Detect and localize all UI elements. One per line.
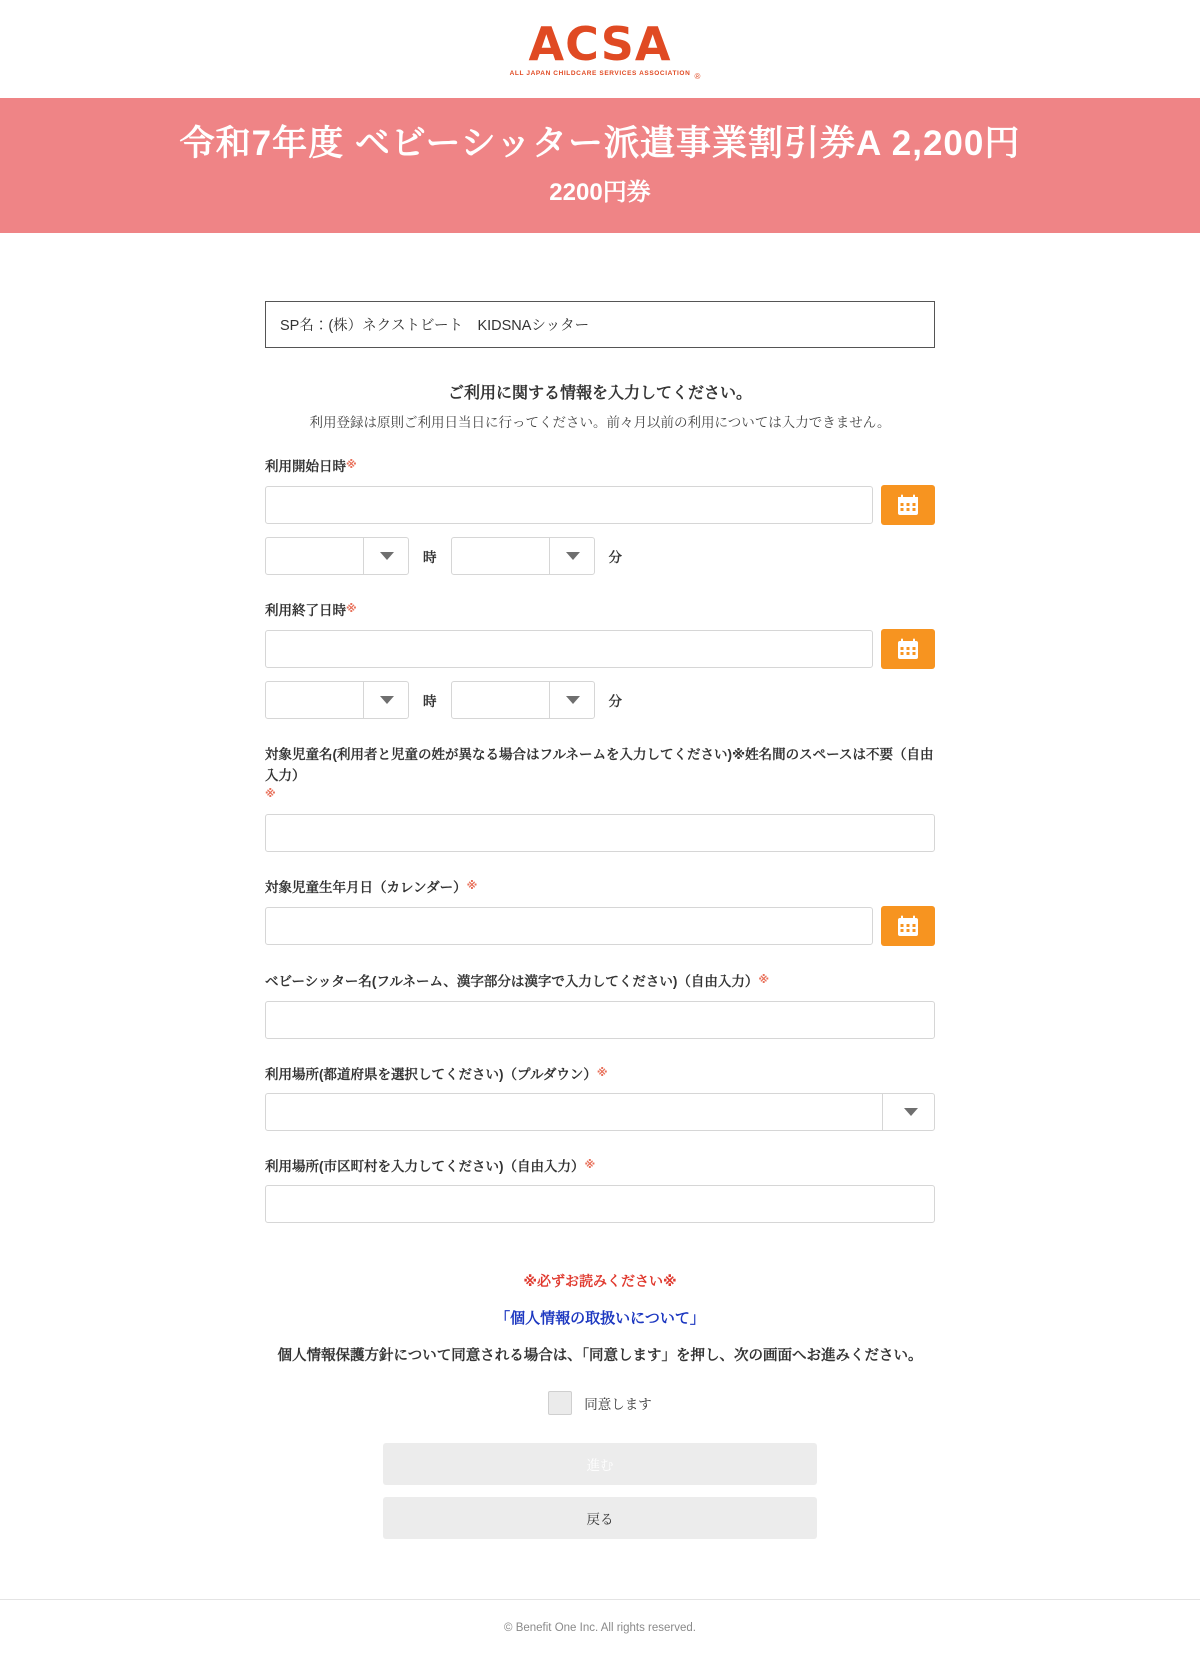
end-minute-unit: 分	[608, 694, 622, 710]
end-minute-select[interactable]	[451, 681, 595, 719]
select-divider	[363, 682, 364, 718]
label-start-datetime	[265, 457, 935, 477]
field-sitter-name	[265, 972, 935, 1038]
label-end-datetime-text: 利用終了日時	[265, 603, 346, 618]
select-divider	[363, 538, 364, 574]
intro-block	[265, 380, 935, 431]
registered-mark-icon: ®	[694, 72, 701, 82]
field-end-datetime	[265, 601, 935, 719]
field-start-datetime	[265, 457, 935, 575]
end-time-row	[265, 681, 935, 719]
page-subtitle: 2200円券	[549, 178, 651, 206]
copyright-text: © Benefit One Inc. All rights reserved.	[504, 1622, 696, 1634]
select-divider	[549, 538, 550, 574]
intro-title: ご利用に関する情報を入力してください。	[447, 384, 752, 402]
start-date-input[interactable]	[265, 486, 873, 524]
child-birthdate-calendar-button[interactable]	[881, 906, 935, 946]
page-banner	[0, 98, 1200, 233]
required-mark: ※	[346, 603, 357, 615]
page-title: 令和7年度 ベビーシッター派遣事業割引券A 2,200円	[179, 124, 1021, 163]
field-prefecture	[265, 1065, 935, 1131]
agree-checkbox-label: 同意します	[584, 1397, 652, 1412]
end-date-row	[265, 629, 935, 669]
start-date-row	[265, 485, 935, 525]
chevron-down-icon	[380, 696, 394, 704]
label-sitter-name	[265, 972, 935, 992]
chevron-down-icon	[380, 552, 394, 560]
label-start-datetime-text: 利用開始日時	[265, 458, 346, 474]
label-child-name	[265, 745, 935, 806]
chevron-down-icon	[566, 696, 580, 704]
child-birthdate-row	[265, 906, 935, 946]
back-button[interactable]: 戻る	[383, 1497, 817, 1539]
logo-mark: ACSA	[528, 16, 672, 71]
action-buttons	[265, 1443, 935, 1539]
calendar-icon	[896, 493, 920, 517]
sitter-name-input[interactable]	[265, 1001, 935, 1039]
start-minute-unit: 分	[608, 550, 622, 565]
required-mark: ※	[758, 974, 770, 987]
start-hour-select[interactable]	[265, 537, 409, 575]
calendar-icon	[896, 637, 920, 661]
label-city-text: 利用場所(市区町村を入力してください)（自由入力）	[265, 1158, 585, 1174]
privacy-block	[265, 1271, 935, 1415]
end-hour-unit: 時	[423, 694, 437, 710]
end-date-input[interactable]	[265, 630, 873, 668]
label-prefecture	[265, 1065, 935, 1085]
start-minute-select[interactable]	[451, 537, 595, 575]
label-child-name-text: 対象児童名(利用者と児童の姓が異なる場合はフルネームを入力してください)※姓名間のスペースは不要（自由入力）	[265, 747, 934, 783]
chevron-down-icon	[904, 1108, 918, 1116]
start-date-calendar-button[interactable]	[881, 485, 935, 525]
required-mark: ※	[265, 787, 276, 800]
chevron-down-icon	[566, 552, 580, 560]
end-hour-select[interactable]	[265, 681, 409, 719]
city-input[interactable]	[265, 1185, 935, 1223]
privacy-description: 個人情報保護方針について同意される場合は、「同意します」を押し、次の画面へお進みください。	[277, 1348, 923, 1364]
child-birthdate-input[interactable]	[265, 907, 873, 945]
label-child-birthdate-text: 対象児童生年月日（カレンダー）	[265, 880, 467, 895]
label-child-birthdate	[265, 878, 935, 898]
required-mark: ※	[346, 458, 357, 471]
field-city	[265, 1157, 935, 1223]
footer	[0, 1599, 1200, 1660]
label-sitter-name-text: ベビーシッター名(フルネーム、漢字部分は漢字で入力してください)（自由入力）	[265, 974, 759, 990]
prefecture-select[interactable]	[265, 1093, 935, 1131]
field-child-name	[265, 745, 935, 852]
start-hour-unit: 時	[423, 550, 437, 565]
select-divider	[549, 682, 550, 718]
label-prefecture-text: 利用場所(都道府県を選択してください)（プルダウン）	[265, 1066, 597, 1082]
logo-area	[0, 0, 1200, 98]
next-button[interactable]: 進む	[383, 1443, 817, 1485]
sp-name-box: SP名：(株）ネクストビート KIDSNAシッター	[265, 301, 935, 348]
child-name-input[interactable]	[265, 814, 935, 852]
end-date-calendar-button[interactable]	[881, 629, 935, 669]
label-city	[265, 1157, 935, 1177]
agree-checkbox[interactable]	[548, 1391, 572, 1415]
agree-row	[265, 1391, 935, 1415]
privacy-warning: ※必ずお読みください※	[523, 1273, 677, 1289]
calendar-icon	[896, 914, 920, 938]
logo-subtitle: ALL JAPAN CHILDCARE SERVICES ASSOCIATION	[509, 69, 691, 77]
start-time-row	[265, 537, 935, 575]
label-end-datetime	[265, 601, 935, 621]
acsa-logo	[509, 16, 701, 82]
field-child-birthdate	[265, 878, 935, 946]
required-mark: ※	[584, 1158, 596, 1171]
select-divider	[882, 1094, 883, 1130]
required-mark: ※	[466, 880, 478, 892]
intro-note: 利用登録は原則ご利用日当日に行ってください。前々月以前の利用については入力できません。	[309, 414, 891, 430]
form-container	[265, 233, 935, 1539]
required-mark: ※	[596, 1066, 608, 1079]
privacy-policy-link[interactable]: 「個人情報の取扱いについて」	[495, 1310, 705, 1327]
